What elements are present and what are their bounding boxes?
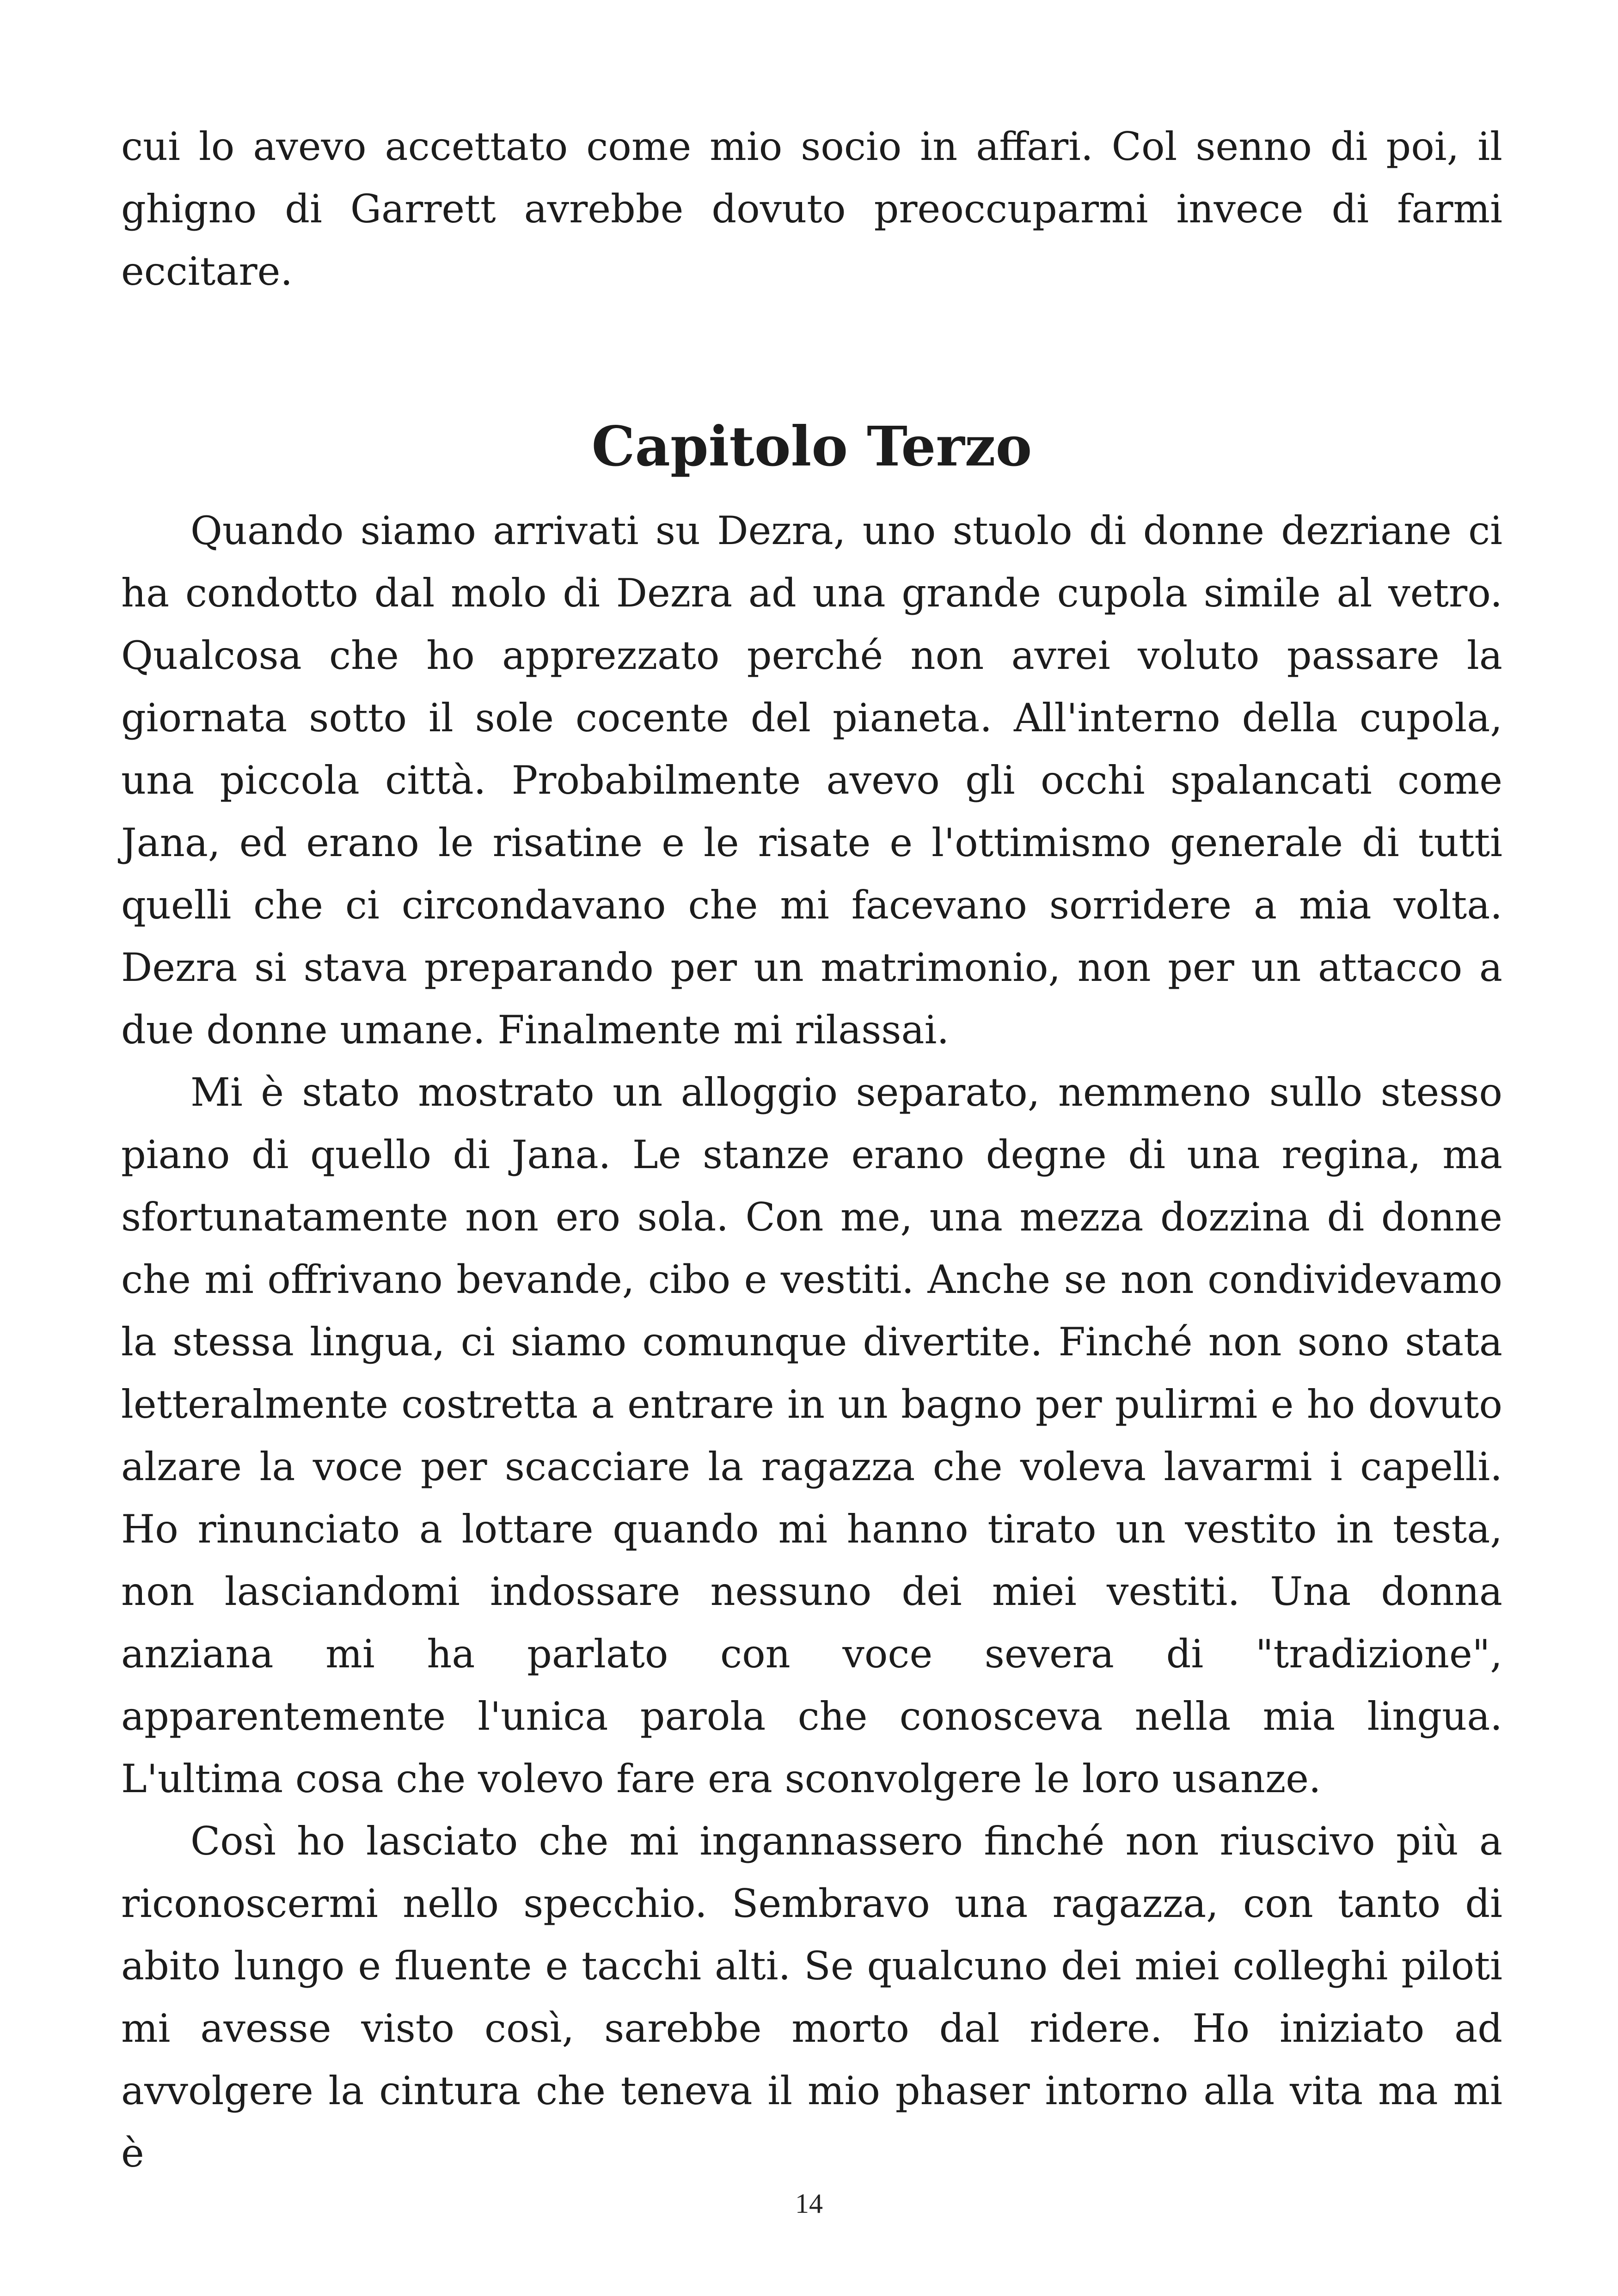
page-number: 14 — [795, 2188, 823, 2219]
page-body — [121, 116, 1502, 2185]
body-paragraph-3: Così ho lasciato che mi ingannassero finché non riuscivo più a riconoscermi nello specchio. Sembravo una ragazza, con tanto di abito lungo e fluente e tacchi alti. Se qualcuno dei miei colleghi piloti mi avesse visto così, sarebbe morto dal ridere. Ho iniziato ad avvolgere la cintura che teneva il mio phaser intorno alla vita ma mi è — [121, 1818, 1502, 2176]
continuation-paragraph: cui lo avevo accettato come mio socio in affari. Col senno di poi, il ghigno di Garrett avrebbe dovuto preoccuparmi invece di farmi eccitare. — [121, 124, 1502, 294]
body-paragraph-1: Quando siamo arrivati su Dezra, uno stuolo di donne dezriane ci ha condotto dal molo di Dezra ad una grande cupola simile al vetro. Qualcosa che ho apprezzato perché non avrei voluto passare la giornata sotto il sole cocente del pianeta. All'interno della cupola, una piccola città. Probabilmente avevo gli occhi spalancati come Jana, ed erano le risatine e le risate e l'ottimismo generale di tutti quelli che ci circondavano che mi facevano sorridere a mia volta. Dezra si stava preparando per un matrimonio, non per un attacco a due donne umane. Finalmente mi rilassai. — [121, 508, 1502, 1053]
chapter-title: Capitolo Terzo — [591, 414, 1032, 478]
body-paragraph-2: Mi è stato mostrato un alloggio separato, nemmeno sullo stesso piano di quello di Jana. Le stanze erano degne di una regina, ma sfortunatamente non ero sola. Con me, una mezza dozzina di donne che mi offrivano bevande, cibo e vestiti. Anche se non condividevamo la stessa lingua, ci siamo comunque divertite. Finché non sono stata letteralmente costretta a entrare in un bagno per pulirmi e ho dovuto alzare la voce per scacciare la ragazza che voleva lavarmi i capelli. Ho rinunciato a lottare quando mi hanno tirato un vestito in testa, non lasciandomi indossare nessuno dei miei vestiti. Una donna anziana mi ha parlato con voce severa di "tradizione", apparentemente l'unica parola che conosceva nella mia lingua. L'ultima cosa che volevo fare era sconvolgere le loro usanze. — [121, 1070, 1502, 1801]
